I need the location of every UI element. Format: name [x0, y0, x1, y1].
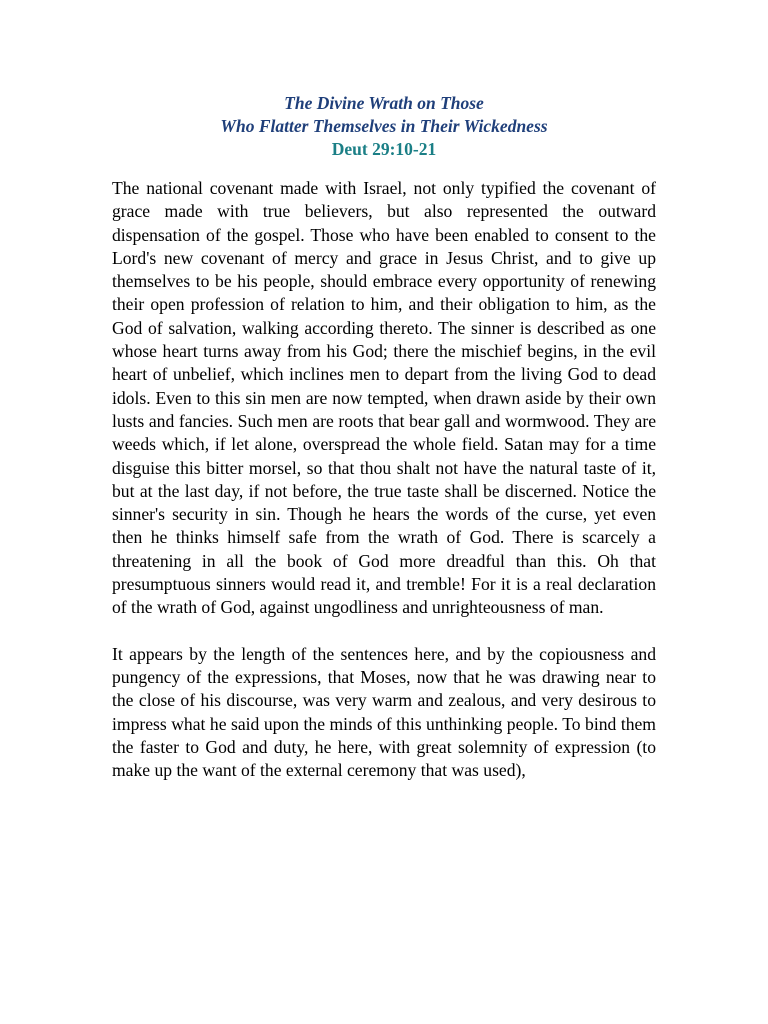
title-block	[112, 92, 656, 161]
body-paragraph-1: The national covenant made with Israel, not only typified the covenant of grace made with true believers, but also represented the outward dispensation of the gospel. Those who have been enabled to consent to the Lord's new covenant of mercy and grace in Jesus Christ, and to give up themselves to be his people, should embrace every opportunity of renewing their open profession of relation to him, and their obligation to him, as the God of salvation, walking according thereto. The sinner is described as one whose heart turns away from his God; there the mischief begins, in the evil heart of unbelief, which inclines men to depart from the living God to dead idols. Even to this sin men are now tempted, when drawn aside by their own lusts and fancies. Such men are roots that bear gall and wormwood. They are weeds which, if let alone, overspread the whole field. Satan may for a time disguise this bitter morsel, so that thou shalt not have the natural taste of it, but at the last day, if not before, the true taste shall be discerned. Notice the sinner's security in sin. Though he hears the words of the curse, yet even then he thinks himself safe from the wrath of God. There is scarcely a threatening in all the book of God more dreadful than this. Oh that presumptuous sinners would read it, and tremble! For it is a real declaration of the wrath of God, against ungodliness and unrighteousness of man.	[112, 178, 656, 618]
title-line-2: Who Flatter Themselves in Their Wickedness	[220, 116, 548, 136]
title-line-1: The Divine Wrath on Those	[284, 93, 484, 113]
scripture-reference: Deut 29:10-21	[331, 139, 437, 159]
body-paragraph-2: It appears by the length of the sentences here, and by the copiousness and pungency of the expressions, that Moses, now that he was drawing near to the close of his discourse, was very warm and zealous, and very desirous to impress what he said upon the minds of this unthinking people. To bind them the faster to God and duty, he here, with great solemnity of expression (to make up the want of the external ceremony that was used),	[112, 643, 656, 781]
